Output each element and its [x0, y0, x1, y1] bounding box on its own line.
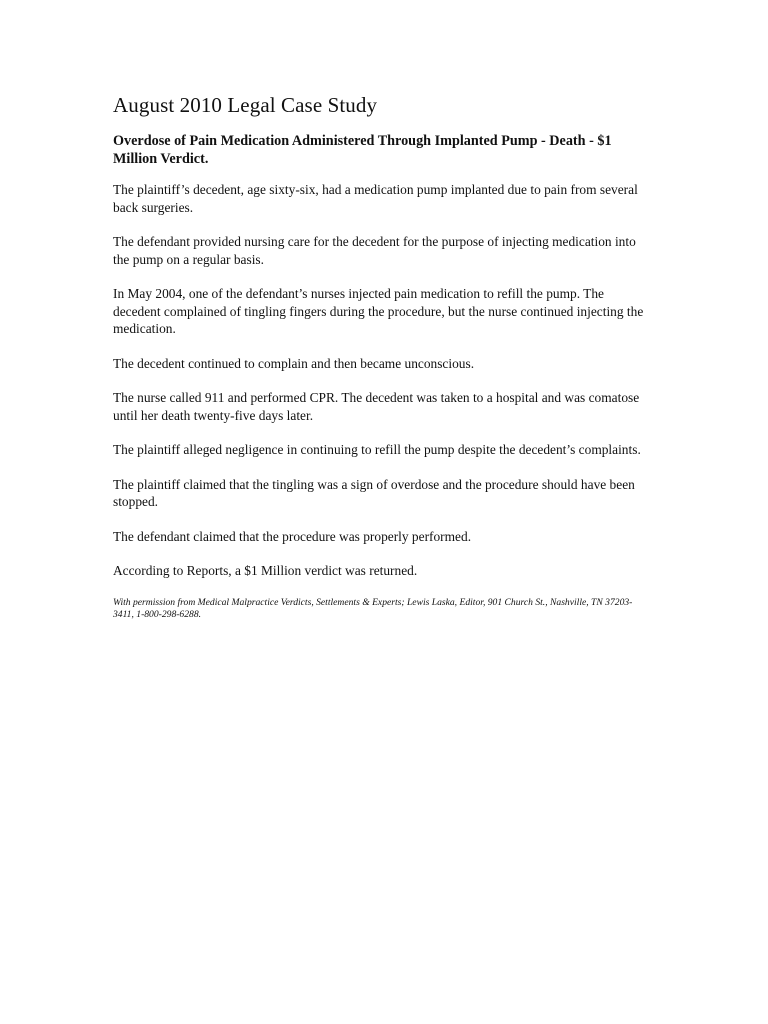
paragraph-7: The plaintiff claimed that the tingling was a sign of overdose and the procedure should have been stopped. — [113, 476, 635, 509]
document-page — [113, 92, 653, 622]
paragraph-1: The plaintiff’s decedent, age sixty-six, had a medication pump implanted due to pain from several back surgeries. — [113, 182, 638, 215]
page-title: August 2010 Legal Case Study — [113, 93, 378, 117]
paragraph-6: The plaintiff alleged negligence in continuing to refill the pump despite the decedent’s complaints. — [113, 442, 641, 457]
paragraph-8: The defendant claimed that the procedure was properly performed. — [113, 528, 472, 544]
paragraph-9: According to Reports, a $1 Million verdict was returned. — [113, 563, 418, 578]
source-credit: With permission from Medical Malpractice Verdicts, Settlements & Experts; Lewis Laska, Editor, 901 Church St., Nashville, TN 37203-3411, 1-800-298-6288. — [113, 596, 633, 620]
case-headline: Overdose of Pain Medication Administered Through Implanted Pump - Death - $1 Million Verdict. — [113, 133, 612, 167]
paragraph-3: In May 2004, one of the defendant’s nurses injected pain medication to refill the pump. The decedent complained of tingling fingers during the procedure, but the nurse continued injecting the medication. — [113, 286, 644, 336]
paragraph-4: The decedent continued to complain and then became unconscious. — [113, 355, 475, 371]
paragraph-5: The nurse called 911 and performed CPR. The decedent was taken to a hospital and was comatose until her death twenty-five days later. — [113, 390, 640, 423]
paragraph-2: The defendant provided nursing care for the decedent for the purpose of injecting medication into the pump on a regular basis. — [113, 234, 636, 267]
